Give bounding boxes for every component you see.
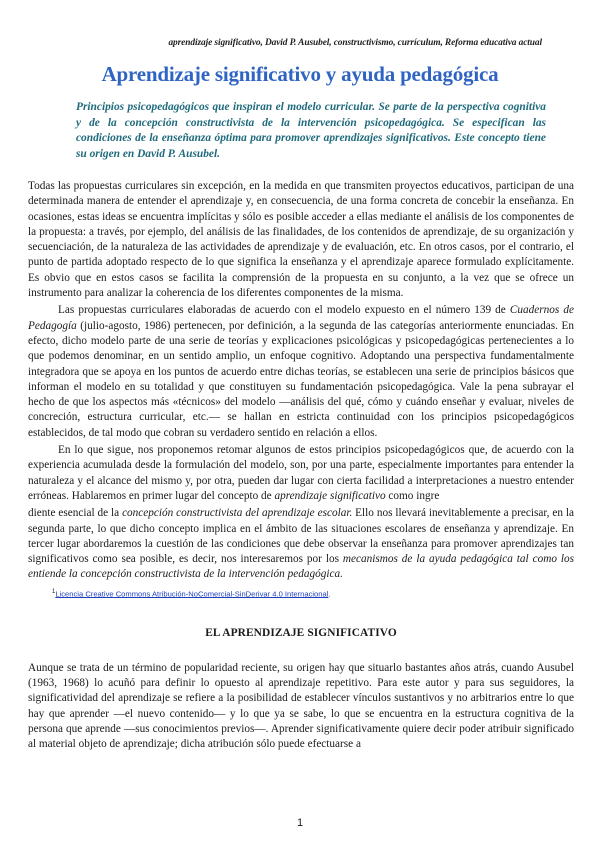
paragraph-4-text-b: Ello nos llevará inevitablemente a precisar, en la segunda parte, lo que dicho concepto implica en el ámbito de las situaciones escolares de enseñanza y aprendizaje. En tercer lugar abordaremos la cuestión de las condiciones que debe observar la enseñanza para promover aprendizajes tan significativos como sea posible, es decir, nos interesaremos por los — [28, 507, 574, 566]
paragraph-2-text-a: Las propuestas curriculares elaboradas de acuerdo con el modelo expuesto en el número 139 de — [58, 304, 510, 317]
paragraph-3-text-a: En lo que sigue, nos proponemos retomar algunos de estos principios psicopedagógicos que, de acuerdo con la experiencia acumulada desde la formulación del modelo, son, por una parte, especialmente importantes para entender la naturaleza y el alcance del mismo y, por otra, pueden dar lugar con cierta facilidad a interpretaciones a nuestro entender erróneas. Hablaremos en primer lugar del concepto de — [28, 444, 574, 502]
paragraph-4-emphasis-1: concepción constructivista del aprendizaje escolar. — [122, 507, 353, 520]
article-body — [28, 179, 574, 755]
running-header: aprendizaje significativo, David P. Ausubel, constructivismo, currículum, Reforma educativa actual — [168, 38, 542, 48]
abstract: Principios psicopedagógicos que inspiran el modelo curricular. Se parte de la perspectiva cognitiva y de la concepción constructivista de la intervención psicopedagógica. Se especifican las condiciones de la enseñanza óptima para promover aprendizajes significativos. Este concepto tiene su origen en David P. Ausubel. — [76, 101, 546, 160]
license-footnote: $^1$Licencia Creative Commons Atribución-NoComercial-SinDerivar 4.0 Internacional. — [52, 588, 331, 599]
paragraph-3-text-b: como ingre — [385, 489, 440, 502]
paragraph-1: Todas las propuestas curriculares sin excepción, en la medida en que transmiten proyectos educativos, participan de una determinada manera de entender el aprendizaje y, en consecuencia, de una forma concreta de concebir la enseñanza. En ocasiones, estas ideas se encuentra implícitas y sólo es posible acceder a ellas mediante el análisis de los componentes de la propuesta: a través, por ejemplo, del análisis de las finalidades, de los contenidos de aprendizaje, de su organización y secuenciación, de la naturaleza de las actividades de aprendizaje y de evaluación, etc. En otros casos, por el contrario, el punto de partida adoptado respecto de lo que significa la enseñanza y el aprendizaje aparece formulado explícitamente. Es obvio que en estos casos se facilita la comprensión de la propuesta en su conjunto, a la vez que se ofrece un instrumento para analizar la coherencia de los diferentes componentes de la misma. — [28, 180, 574, 300]
page-number: 1 — [296, 817, 304, 829]
paragraph-2-text-b: (julio-agosto, 1986) pertenecen, por definición, a la segunda de las categorías anteriormente enunciadas. En efecto, dicho modelo parte de una serie de teorías y explicaciones psicológicas y psicopedagógicas pertenecientes a lo que podemos denominar, en un sentido amplio, un enfoque cognitivo. Adoptando una perspectiva fundamentalmente integradora que se apoya en los puntos de acuerdo entre dichas teorías, se establecen una serie de principios básicos que informan el modelo en su totalidad y que constituyen su fundamentación psicopedagógica. Vale la pena subrayar el hecho de que los aspectos más «técnicos» del modelo —análisis del qué, cómo y cuándo enseñar y evaluar, niveles de concreción, estructura curricular, etc.— se hallan en estricta continuidad con los principios psicopedagógicos establecidos, de tal modo que cobran su verdadero sentido en relación a ellos. — [28, 319, 574, 439]
section-heading: EL APRENDIZAJE SIGNIFICATIVO — [205, 626, 397, 639]
paragraph-4 — [28, 506, 574, 582]
paragraph-4-emphasis-2: mecanismos de la ayuda pedagógica tal como los entiende la concepción constructivista de la intervención pedagógica. — [28, 553, 574, 581]
journal-title: Cuadernos de Pedagogía — [28, 304, 574, 332]
paragraph-3-emphasis: aprendizaje significativo — [274, 489, 386, 502]
paragraph-2 — [28, 303, 574, 441]
paragraph-5: Aunque se trata de un término de popularidad reciente, su origen hay que situarlo bastantes años atrás, cuando Ausubel (1963, 1968) lo acuñó para definir lo opuesto al aprendizaje repetitivo. Para este autor y para sus seguidores, la significatividad del aprendizaje se refiere a la posibilidad de establecer vínculos sustantivos y no arbitrarios entre lo que hay que aprender —el nuevo contenido— y lo que ya se sabe, lo que se encuentra en la estructura cognitiva de la persona que aprende —sus conocimientos previos—. Aprender significativamente quiere decir poder atribuir significado al material objeto de aprendizaje; dicha atribución sólo puede efectuarse a — [28, 661, 574, 751]
footnote-marker: 1 — [52, 588, 56, 595]
paragraph-4-text-a: diente esencial de la — [28, 507, 123, 520]
article-title: Aprendizaje significativo y ayuda pedagógica — [101, 62, 499, 86]
license-link[interactable]: Licencia Creative Commons Atribución-NoComercial-SinDerivar 4.0 Internacional — [55, 589, 329, 599]
paragraph-3 — [28, 443, 574, 504]
